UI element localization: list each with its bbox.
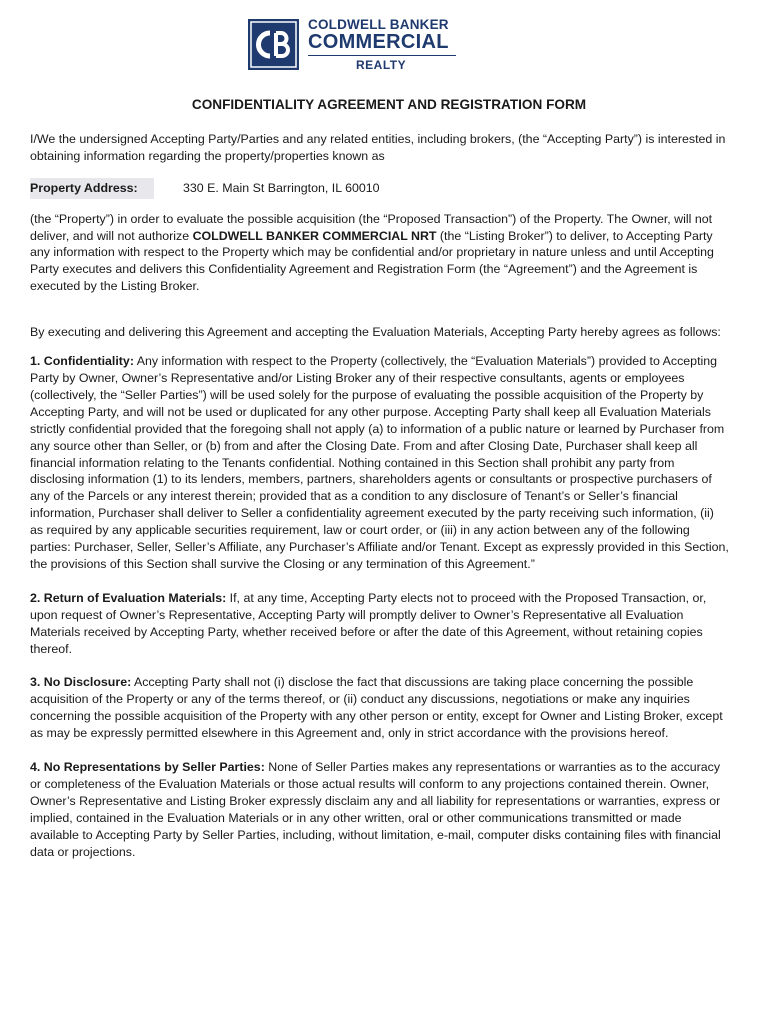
agreement-intro: By executing and delivering this Agreement and accepting the Evaluation Materials, Accepting Party hereby agrees as follows: (30, 325, 721, 340)
property-paragraph-text-2: (the “Listing Broker”) to deliver, to Accepting Party any information with respect to the Property which may be confidential and/or proprietary in nature unless and until Accepting Party executes and delivers this Confidentiality Agreement and Registration Form (the “Agreement”) and the Agreement is executed by the Listing Broker. (30, 228, 714, 294)
section-no-representations (30, 759, 730, 860)
document-body (30, 97, 730, 878)
property-address-value[interactable]: 330 E. Main St Barrington, IL 60010 (183, 180, 380, 195)
intro-paragraph: I/We the undersigned Accepting Party/Parties and any related entities, including brokers, (the “Accepting Party”) is interested in obtaining information regarding the property/properties known as (30, 131, 726, 163)
cb-logo-icon (248, 19, 299, 70)
section-heading: 4. No Representations by Seller Parties: (30, 760, 265, 775)
section-heading: 2. Return of Evaluation Materials: (30, 590, 227, 605)
section-no-disclosure (30, 674, 730, 742)
section-return-of-materials (30, 590, 730, 658)
logo-line-2: COMMERCIAL (308, 31, 449, 53)
logo-line-1: COLDWELL BANKER (308, 17, 449, 32)
listing-broker-name: COLDWELL BANKER COMMERCIAL NRT (192, 228, 437, 243)
property-address-label: Property Address: (30, 178, 154, 199)
logo-line-3: REALTY (356, 58, 407, 72)
company-logo (248, 17, 463, 75)
logo-divider (308, 55, 456, 56)
section-body: Accepting Party shall not (i) disclose the fact that discussions are taking place concerning the possible acquisition of the Property or any of the terms thereof, or (ii) conduct any discussions, negotiations or make any inquiries concerning the possible acquisition of the Property with any other person or entity, except for Owner and Listing Broker, except as may be expressly permitted elsewhere in this Agreement and, only in strict accordance with the provisions hereof. (30, 675, 723, 741)
document-title: CONFIDENTIALITY AGREEMENT AND REGISTRATION FORM (191, 97, 587, 112)
section-body: Any information with respect to the Property (collectively, the “Evaluation Materials”) provided to Accepting Party by Owner, Owner’s Representative and/or Listing Broker any of their respective consultants, agents or employees (collectively, the “Seller Parties”) will be used solely for the purpose of evaluating the possible acquisition of the Property by Accepting Party, and will not be used or duplicated for any other purpose. Accepting Party shall keep all Evaluation Materials strictly confidential provided that the foregoing shall not apply (a) to information of a public nature or learned by Purchaser from any source other than Seller, or (b) from and after the Closing Date. From and after Closing Date, Purchaser shall keep all financial information relating to the Tenants confidential. Nothing contained in this Section shall prohibit any party from disclosing information (1) to its lenders, members, partners, shareholders agents or consultants or prospective purchasers of any of the Parcels or any interest therein; provided that as a condition to any disclosure of Tenant’s or Seller’s financial information, Purchaser shall deliver to Seller a confidentiality agreement executed by the party receiving such information, (ii) as required by any applicable securities requirement, law or court order, or (iii) in any action between any of the following parties: Purchaser, Seller, Seller’s Affiliate, any Purchaser’s Affiliate and/or Tenant. Except as expressly provided in this Section, the provisions of this Section shall survive the Closing or any termination of this Agreement.” (30, 354, 729, 571)
property-paragraph (30, 211, 730, 296)
section-body: None of Seller Parties makes any representations or warranties as to the accuracy or completeness of the Evaluation Materials or those actual results will conform to any projections contained therein. Owner, Owner’s Representative and Listing Broker expressly disclaim any and all liability for representations or warranties, express or implied, contained in the Evaluation Materials or in any other written, oral or other communications transmitted or made available to Accepting Party by Seller Parties, including, without limitation, e-mail, computer disks containing files with financial data or projections. (30, 760, 721, 859)
section-body: If, at any time, Accepting Party elects not to proceed with the Proposed Transaction, or, upon request of Owner’s Representative, Accepting Party will promptly deliver to Owner’s Representative all Evaluation Materials received by Accepting Party, whether received before or after the date of this Agreement, without retaining copies thereof. (30, 590, 707, 656)
property-address-row (30, 178, 730, 199)
section-confidentiality (30, 353, 730, 573)
section-heading: 3. No Disclosure: (30, 675, 132, 690)
section-heading: 1. Confidentiality: (30, 354, 134, 369)
property-paragraph-text-1: (the “Property”) in order to evaluate the possible acquisition (the “Proposed Transaction”) of the Property. The Owner, will not deliver, and will not authorize (30, 211, 713, 243)
